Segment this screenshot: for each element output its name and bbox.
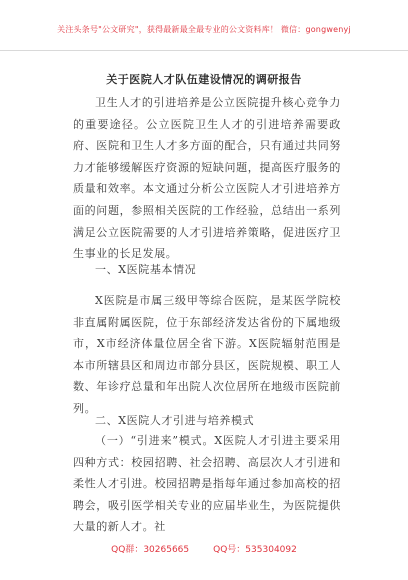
footer-contact	[0, 542, 408, 555]
section-2-paragraph: （一）“引进来”模式。X医院人才引进主要采用四种方式：校园招聘、社会招聘、高层次人才引进和柔性人才引进。校园招聘是指每年通过参加高校的招聘会，吸引医学相关专业的应届毕业生，为医院提供大量的新人才。社	[73, 434, 341, 534]
intro-paragraph: 卫生人才的引进培养是公立医院提升核心竞争力的重要途径。公立医院卫生人才的引进培养需要政府、医院和卫生人才多方面的配合，只有通过共同努力才能够缓解医疗资源的短缺问题，提高医疗服务的质量和效率。本文通过分析公立医院人才引进培养方面的问题，参照相关医院的工作经验，总结出一系列满足公立医院需要的人才引进培养策略，促进医疗卫生事业的长足发展。	[73, 96, 341, 261]
section-2-heading: 二、X医院人才引进与培养模式	[95, 414, 255, 427]
footer-qq-group: QQ群：30265665	[111, 545, 190, 555]
document-title: 关于医院人才队伍建设情况的调研报告	[106, 73, 302, 86]
section-1-paragraph: X医院是市属三级甲等综合医院，是某医学院校非直属附属医院，位于东部经济发达省份的下属地级市，X市经济体量位居全省下游。X医院辐射范围是本市所辖县区和周边市部分县区，医院规模、职工人数、年诊疗总量和年出院人次位居所在地级市医院前列。	[73, 294, 341, 415]
header-banner	[0, 0, 408, 51]
section-1-heading: 一、X医院基本情况	[95, 263, 197, 276]
header-promo-text: 关注头条号"公文研究"，获得最新最全最专业的公文资料库！ 微信：gongwenyj	[57, 25, 351, 34]
footer-qq-number: QQ号：535304092	[213, 545, 297, 555]
